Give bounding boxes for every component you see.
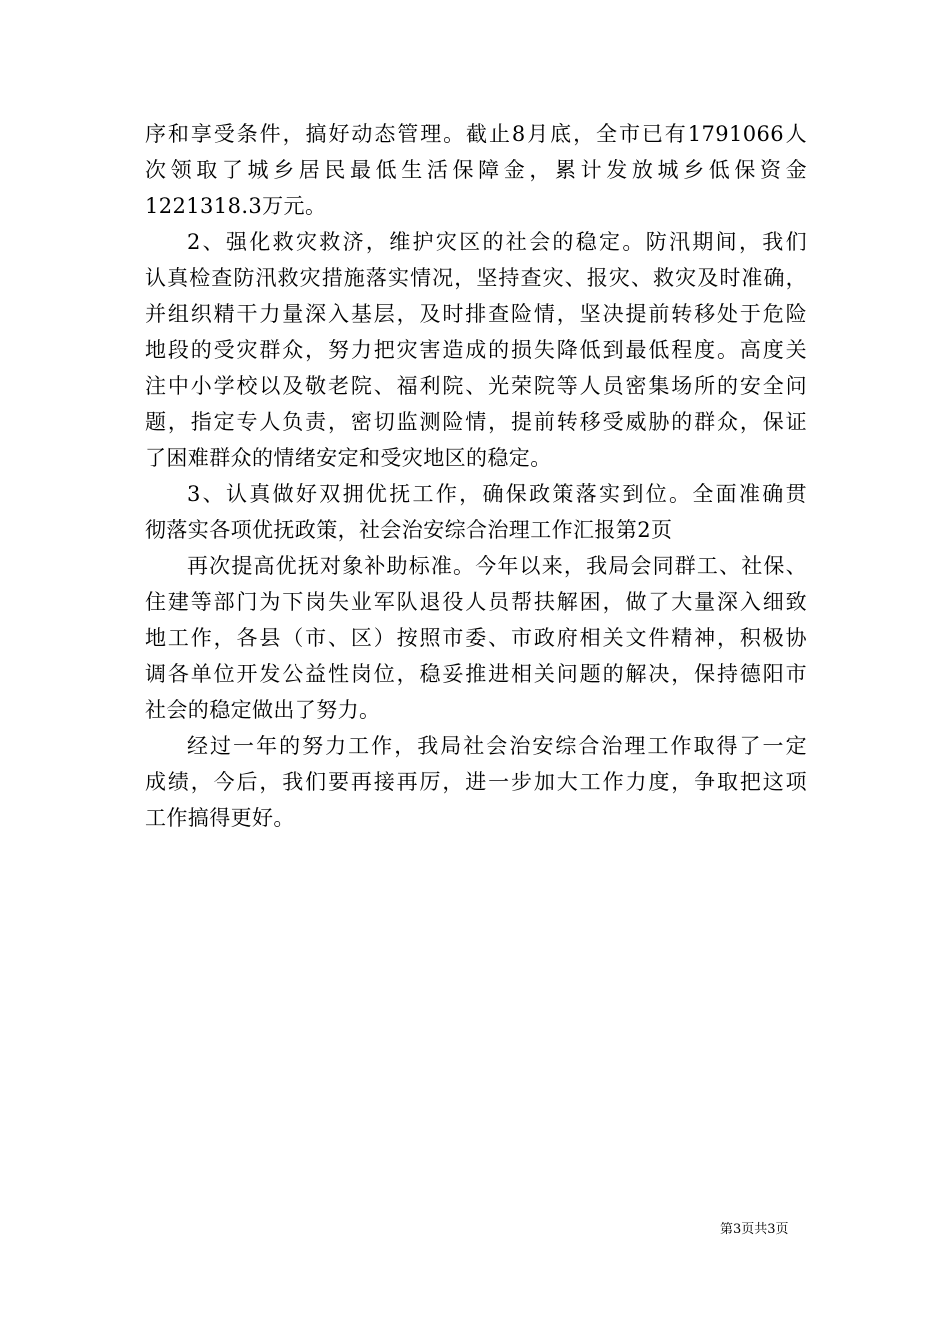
text-line: 彻落实各项优抚政策，社会治安综合治理工作汇报第2页 bbox=[145, 518, 673, 542]
text-line: 住建等部门为下岗失业军队退役人员帮扶解困，做了大量深入细致 bbox=[145, 590, 807, 614]
document-body bbox=[145, 116, 807, 836]
text-line: 调各单位开发公益性岗位，稳妥推进相关问题的解决，保持德阳市 bbox=[145, 662, 807, 686]
paragraph-4 bbox=[145, 548, 807, 728]
text-line: 地工作，各县（市、区）按照市委、市政府相关文件精神，积极协 bbox=[145, 626, 807, 650]
text-line: 注中小学校以及敬老院、福利院、光荣院等人员密集场所的安全问 bbox=[145, 374, 807, 398]
text-line: 次领取了城乡居民最低生活保障金，累计发放城乡低保资金 bbox=[145, 158, 807, 182]
text-line: 序和享受条件，搞好动态管理。截止8月底，全市已有1791066人 bbox=[145, 122, 807, 146]
text-line: 1221318.3万元。 bbox=[145, 194, 327, 218]
text-line: 了困难群众的情绪安定和受灾地区的稳定。 bbox=[145, 446, 552, 470]
text-line: 地段的受灾群众，努力把灾害造成的损失降低到最低程度。高度关 bbox=[145, 338, 807, 362]
text-line: 社会的稳定做出了努力。 bbox=[145, 698, 381, 722]
page-footer: 第3页共3页 bbox=[720, 1222, 789, 1237]
text-line: 并组织精干力量深入基层，及时排查险情，坚决提前转移处于危险 bbox=[145, 302, 807, 326]
paragraph-5 bbox=[145, 728, 807, 836]
paragraph-1 bbox=[145, 116, 807, 224]
text-line: 认真检查防汛救灾措施落实情况，坚持查灾、报灾、救灾及时准确， bbox=[145, 266, 807, 290]
text-line: 再次提高优抚对象补助标准。今年以来，我局会同群工、社保、 bbox=[187, 554, 807, 578]
text-line: 2、强化救灾救济，维护灾区的社会的稳定。防汛期间，我们 bbox=[187, 230, 807, 254]
text-line: 成绩，今后，我们要再接再厉，进一步加大工作力度，争取把这项 bbox=[145, 770, 807, 794]
text-line: 工作搞得更好。 bbox=[145, 806, 295, 830]
text-line: 3、认真做好双拥优抚工作，确保政策落实到位。全面准确贯 bbox=[187, 482, 807, 506]
text-line: 题，指定专人负责，密切监测险情，提前转移受威胁的群众，保证 bbox=[145, 410, 807, 434]
paragraph-2 bbox=[145, 224, 807, 476]
text-line: 经过一年的努力工作，我局社会治安综合治理工作取得了一定 bbox=[187, 734, 807, 758]
paragraph-3 bbox=[145, 476, 807, 548]
